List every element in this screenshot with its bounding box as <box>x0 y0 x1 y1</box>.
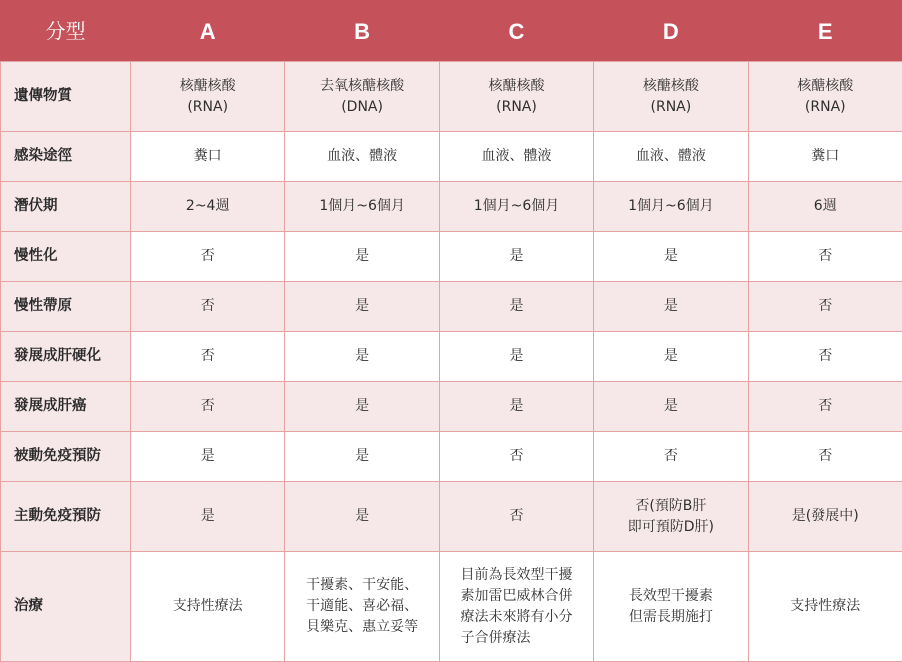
cell-b <box>285 232 439 282</box>
cell-text: 核醣核酸 (RNA) <box>797 77 854 115</box>
cell-e <box>748 552 902 662</box>
cell-text: 否(預防B肝 即可預防D肝) <box>627 497 714 535</box>
cell-a <box>131 282 285 332</box>
row-label: 發展成肝硬化 <box>1 332 131 382</box>
cell-c <box>439 182 593 232</box>
cell-text: 是 <box>355 248 370 264</box>
cell-d <box>594 132 748 182</box>
cell-a <box>131 552 285 662</box>
row-chronic-carrier <box>1 282 902 332</box>
cell-b <box>285 482 439 552</box>
cell-b <box>285 182 439 232</box>
cell-c <box>439 282 593 332</box>
cell-d <box>594 382 748 432</box>
header-type-e: E <box>748 1 902 62</box>
row-label: 主動免疫預防 <box>1 482 131 552</box>
cell-text: 否 <box>200 298 215 314</box>
cell-text: 否 <box>818 348 833 364</box>
cell-text: 是 <box>509 298 524 314</box>
cell-b <box>285 132 439 182</box>
cell-text: 是 <box>200 508 215 524</box>
cell-text: 血液、體液 <box>327 148 398 164</box>
cell-e <box>748 232 902 282</box>
row-transmission <box>1 132 902 182</box>
cell-text: 核醣核酸 (RNA) <box>179 77 236 115</box>
cell-text: 是 <box>355 448 370 464</box>
cell-text: 否 <box>200 348 215 364</box>
cell-text: 是 <box>509 248 524 264</box>
cell-text: 是 <box>355 508 370 524</box>
cell-text: 核醣核酸 (RNA) <box>488 77 545 115</box>
cell-d <box>594 332 748 382</box>
row-label: 治療 <box>1 552 131 662</box>
cell-text: 是 <box>355 298 370 314</box>
cell-text: 是 <box>663 348 678 364</box>
cell-b <box>285 432 439 482</box>
cell-text: 支持性療法 <box>172 598 243 614</box>
cell-e <box>748 382 902 432</box>
cell-c <box>439 132 593 182</box>
row-incubation <box>1 182 902 232</box>
row-label: 感染途徑 <box>1 132 131 182</box>
cell-c <box>439 482 593 552</box>
cell-text: 目前為長效型干擾 素加雷巴威林合併 療法未來將有小分 子合併療法 <box>460 566 573 646</box>
header-type-d: D <box>594 1 748 62</box>
cell-d <box>594 282 748 332</box>
row-treatment <box>1 552 902 662</box>
cell-text: 否 <box>818 398 833 414</box>
cell-a <box>131 182 285 232</box>
cell-b <box>285 382 439 432</box>
row-chronic <box>1 232 902 282</box>
cell-d <box>594 182 748 232</box>
cell-text: 去氧核醣核酸 (DNA) <box>320 77 405 115</box>
cell-b <box>285 62 439 132</box>
cell-text: 是 <box>509 398 524 414</box>
row-label: 潛伏期 <box>1 182 131 232</box>
row-liver-cancer <box>1 382 902 432</box>
cell-text: 是 <box>663 298 678 314</box>
cell-text: 長效型干擾素 但需長期施打 <box>628 587 713 625</box>
cell-text: 否 <box>200 248 215 264</box>
row-label: 慢性化 <box>1 232 131 282</box>
cell-c <box>439 232 593 282</box>
cell-text: 否 <box>509 508 524 524</box>
cell-text: 干擾素、干安能、 干適能、喜必福、 貝樂克、惠立妥等 <box>306 577 419 635</box>
cell-a <box>131 232 285 282</box>
cell-a <box>131 382 285 432</box>
cell-e <box>748 62 902 132</box>
cell-e <box>748 432 902 482</box>
cell-a <box>131 332 285 382</box>
cell-b <box>285 332 439 382</box>
header-type-a: A <box>131 1 285 62</box>
header-row <box>1 1 902 62</box>
header-label: 分型 <box>1 1 131 62</box>
cell-d <box>594 232 748 282</box>
cell-a <box>131 62 285 132</box>
cell-a <box>131 482 285 552</box>
cell-text: 否 <box>818 248 833 264</box>
cell-e <box>748 332 902 382</box>
cell-text: 2~4週 <box>185 198 230 214</box>
cell-text: 核醣核酸 (RNA) <box>642 77 699 115</box>
cell-text: 是 <box>663 248 678 264</box>
row-label: 慢性帶原 <box>1 282 131 332</box>
cell-text: 是 <box>509 348 524 364</box>
cell-text: 支持性療法 <box>790 598 861 614</box>
cell-text: 否 <box>200 398 215 414</box>
cell-d <box>594 482 748 552</box>
cell-e <box>748 182 902 232</box>
cell-text: 否 <box>509 448 524 464</box>
cell-text: 否 <box>818 448 833 464</box>
cell-e <box>748 132 902 182</box>
cell-d <box>594 552 748 662</box>
row-active-immunization <box>1 482 902 552</box>
cell-text: 血液、體液 <box>481 148 552 164</box>
cell-c <box>439 432 593 482</box>
cell-text: 是 <box>200 448 215 464</box>
cell-text: 1個月~6個月 <box>473 198 560 214</box>
row-label: 發展成肝癌 <box>1 382 131 432</box>
row-label: 被動免疫預防 <box>1 432 131 482</box>
cell-c <box>439 332 593 382</box>
row-passive-immunization <box>1 432 902 482</box>
cell-d <box>594 432 748 482</box>
cell-text: 是 <box>355 398 370 414</box>
row-label: 遺傳物質 <box>1 62 131 132</box>
cell-c <box>439 382 593 432</box>
cell-text: 是(發展中) <box>791 508 859 524</box>
cell-a <box>131 432 285 482</box>
cell-b <box>285 282 439 332</box>
cell-text: 糞口 <box>811 148 840 164</box>
cell-text: 是 <box>663 398 678 414</box>
cell-c <box>439 552 593 662</box>
cell-e <box>748 482 902 552</box>
header-type-c: C <box>439 1 593 62</box>
row-cirrhosis <box>1 332 902 382</box>
cell-text: 否 <box>818 298 833 314</box>
cell-text: 是 <box>355 348 370 364</box>
cell-text: 糞口 <box>193 148 222 164</box>
row-genetic-material <box>1 62 902 132</box>
cell-text: 血液、體液 <box>635 148 706 164</box>
cell-text: 1個月~6個月 <box>319 198 405 214</box>
cell-d <box>594 62 748 132</box>
cell-text: 否 <box>663 448 678 464</box>
header-type-b: B <box>285 1 439 62</box>
cell-text: 1個月~6個月 <box>628 198 714 214</box>
cell-b <box>285 552 439 662</box>
cell-text: 6週 <box>813 198 837 214</box>
cell-a <box>131 132 285 182</box>
cell-e <box>748 282 902 332</box>
cell-c <box>439 62 593 132</box>
